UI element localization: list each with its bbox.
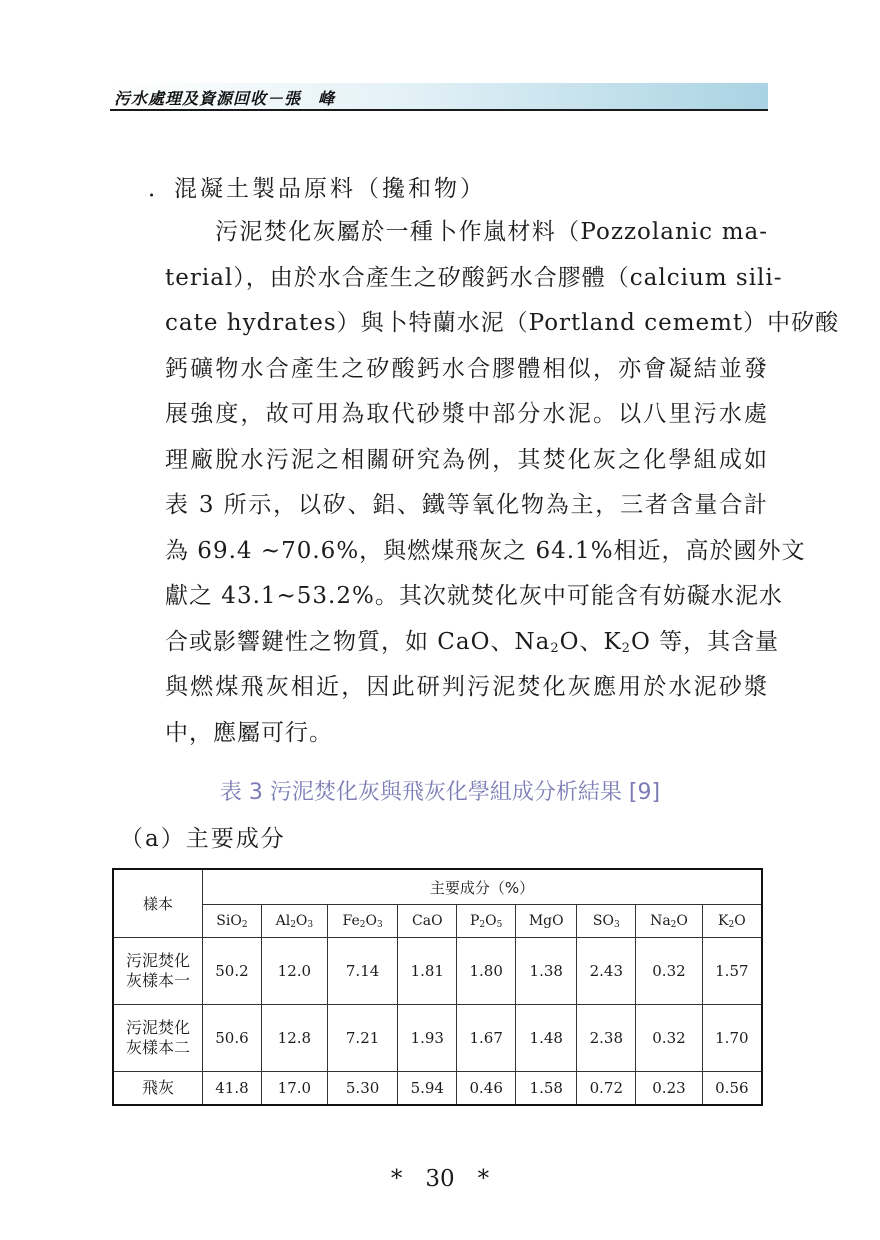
- table-cell: 12.8: [261, 1005, 327, 1072]
- page-number: * 30 *: [390, 1166, 490, 1192]
- formula-part: SO: [592, 913, 614, 929]
- row-header: [113, 938, 203, 1005]
- column-header: [516, 905, 577, 938]
- table-cell: 5.94: [398, 1072, 457, 1106]
- text-fragment: O 等，其含量: [630, 628, 780, 655]
- table-row: [113, 938, 762, 1005]
- table-cell: 1.58: [516, 1072, 577, 1106]
- subscript: 3: [613, 920, 620, 930]
- paragraph-line: cate hydrates）與卜特蘭水泥（Portland cememt）中矽酸: [165, 310, 840, 336]
- table-cell: 0.32: [636, 938, 702, 1005]
- column-header: [203, 905, 262, 938]
- table-cell: 1.81: [398, 938, 457, 1005]
- row-label-line: 飛灰: [141, 1078, 174, 1097]
- row-label-line: 灰樣本一: [125, 971, 190, 990]
- table-row: [113, 1005, 762, 1072]
- table-cell: 0.72: [577, 1072, 636, 1106]
- table-cell: 7.21: [327, 1005, 397, 1072]
- text-fragment: 合或影響鍵性之物質，如 CaO、Na: [165, 628, 551, 655]
- table-cell: 0.46: [457, 1072, 516, 1106]
- paragraph-line: 表 3 所示，以矽、鋁、鐵等氧化物為主，三者含量合計: [165, 492, 768, 518]
- subscript: 2: [241, 920, 248, 930]
- subscript: 2: [550, 640, 560, 656]
- table-cell: 1.80: [457, 938, 516, 1005]
- table-cell: 1.38: [516, 938, 577, 1005]
- row-label-line: 污泥焚化: [125, 951, 190, 970]
- subscript: 2: [670, 920, 677, 930]
- paragraph-line: 為 69.4 ~70.6%，與燃煤飛灰之 64.1%相近，高於國外文: [165, 537, 806, 564]
- table-row: [113, 1072, 762, 1106]
- row-header: [113, 1072, 203, 1106]
- paragraph-line: terial），由於水合產生之矽酸鈣水合膠體（calcium sili-: [165, 264, 783, 291]
- table-cell: 12.0: [261, 938, 327, 1005]
- paragraph-line: [165, 620, 780, 666]
- table-cell: 41.8: [203, 1072, 262, 1106]
- table-cell: 0.32: [636, 1005, 702, 1072]
- paragraph-line: 與燃煤飛灰相近，因此研判污泥焚化灰應用於水泥砂漿: [165, 674, 768, 700]
- table-subcaption: （a）主要成分: [120, 826, 286, 852]
- table-cell: 2.38: [577, 1005, 636, 1072]
- table-cell: 1.93: [398, 1005, 457, 1072]
- row-label-line: 污泥焚化: [125, 1018, 190, 1037]
- formula-part: O: [676, 913, 688, 929]
- table-cell: 1.48: [516, 1005, 577, 1072]
- table-cell: 17.0: [261, 1072, 327, 1106]
- composition-table: [112, 868, 763, 1106]
- row-label-line: 灰樣本二: [125, 1038, 190, 1057]
- text-fragment: O、K: [559, 628, 622, 655]
- formula-part: CaO: [412, 913, 443, 929]
- table-cell: 50.6: [203, 1005, 262, 1072]
- table-cell: 1.70: [702, 1005, 762, 1072]
- subscript: 2: [479, 920, 486, 930]
- paragraph-line: 展強度，故可用為取代砂漿中部分水泥。以八里污水處: [165, 401, 768, 427]
- column-header: [457, 905, 516, 938]
- column-header: [398, 905, 457, 938]
- table-cell: 5.30: [327, 1072, 397, 1106]
- column-header: [577, 905, 636, 938]
- subscript: 2: [290, 920, 296, 930]
- paragraph-line: 鈣礦物水合產生之矽酸鈣水合膠體相似，亦會凝結並發: [165, 355, 768, 382]
- table-cell: 1.67: [457, 1005, 516, 1072]
- paragraph-line: 污泥焚化灰屬於一種卜作嵐材料（Pozzolanic ma-: [215, 219, 768, 245]
- formula-part: MgO: [528, 913, 564, 929]
- formula-part: O: [365, 913, 377, 929]
- table-cell: 1.57: [702, 938, 762, 1005]
- paragraph-line: 理廠脫水污泥之相關研究為例，其焚化灰之化學組成如: [165, 446, 768, 473]
- subscript: 2: [728, 920, 735, 930]
- subscript: 2: [621, 640, 631, 656]
- subscript: 5: [496, 920, 503, 930]
- table-cell: 50.2: [203, 938, 262, 1005]
- column-header: [261, 905, 327, 938]
- body-paragraph: [165, 210, 840, 756]
- formula-part: Na: [650, 913, 671, 929]
- table-cell: 0.56: [702, 1072, 762, 1106]
- row-header: [113, 1005, 203, 1072]
- formula-part: O: [295, 913, 308, 929]
- formula-part: SiO: [216, 913, 242, 929]
- section-title: ．混凝土製品原料（攙和物）: [148, 176, 486, 202]
- subscript: 3: [376, 920, 383, 930]
- formula-part: K: [718, 913, 729, 929]
- paragraph-line: 獻之 43.1~53.2%。其次就焚化灰中可能含有妨礙水泥水: [165, 583, 783, 609]
- sample-header: 樣本: [113, 869, 203, 938]
- formula-part: O: [485, 913, 497, 929]
- paragraph-line: 中，應屬可行。: [165, 719, 333, 746]
- column-header: [702, 905, 762, 938]
- formula-part: Fe: [342, 913, 360, 929]
- formula-part: O: [734, 913, 746, 929]
- table-caption: 表 3 污泥焚化灰與飛灰化學組成分析結果 [9]: [219, 780, 661, 805]
- column-header: [327, 905, 397, 938]
- formula-part: P: [469, 913, 480, 929]
- column-header: [636, 905, 702, 938]
- formula-part: Al: [275, 913, 291, 929]
- subscript: 2: [359, 920, 366, 930]
- subscript: 3: [307, 920, 314, 930]
- main-composition-header: 主要成分（%）: [203, 869, 763, 905]
- table-cell: 7.14: [327, 938, 397, 1005]
- column-header-row: [113, 905, 762, 938]
- table-body: [113, 938, 762, 1106]
- table-cell: 2.43: [577, 938, 636, 1005]
- running-header: 污水處理及資源回收－張 峰: [114, 89, 336, 108]
- table-cell: 0.23: [636, 1072, 702, 1106]
